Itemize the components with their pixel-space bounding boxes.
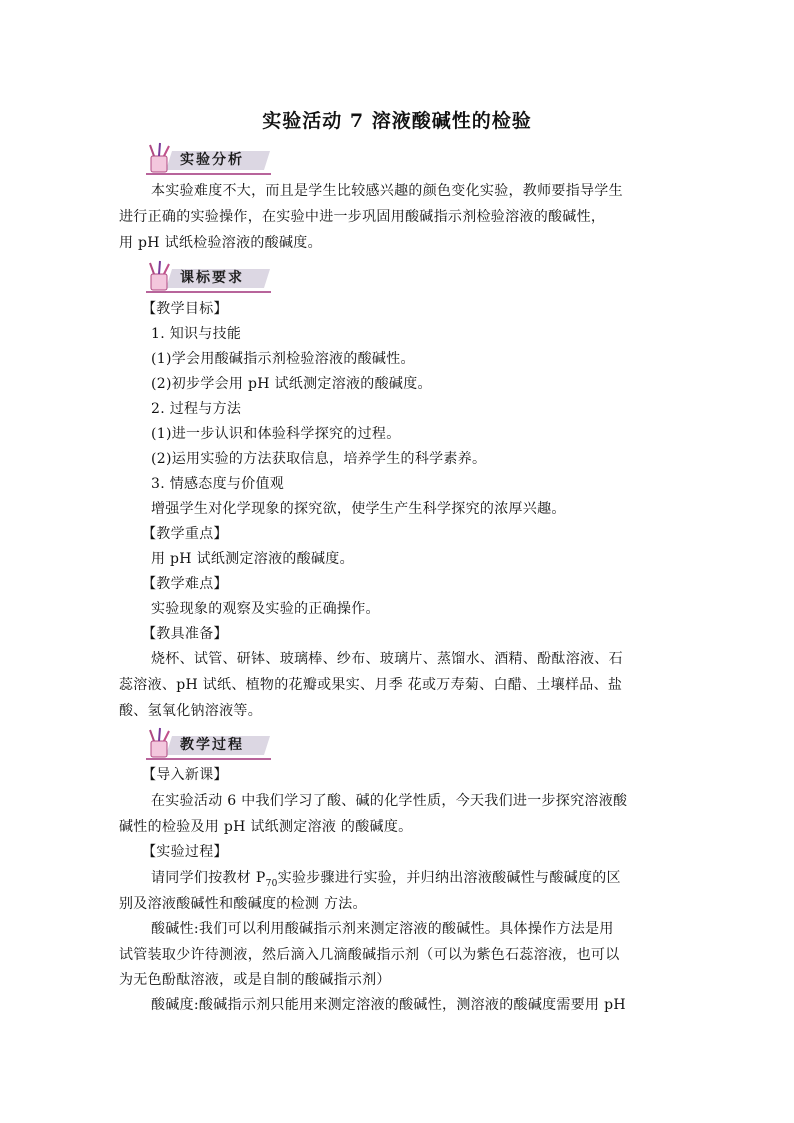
goal-subtitle: 1. 知识与技能 (151, 326, 242, 342)
goal-item: (1)学会用酸碱指示剂检验溶液的酸碱性。 (151, 351, 415, 367)
procedure-line: 试管装取少许待测液，然后滴入几滴酸碱指示剂（可以为紫色石蕊溶液，也可以 (119, 947, 620, 963)
materials-line: 酸、氢氧化钠溶液等。 (119, 703, 262, 719)
goal-item: 增强学生对化学现象的探究欲，使学生产生科学探究的浓厚兴趣。 (151, 501, 566, 517)
procedure-line: 酸碱度:酸碱指示剂只能用来测定溶液的酸碱性，测溶液的酸碱度需要用 pH (151, 997, 626, 1013)
section-badge-analysis (146, 142, 271, 178)
page-subscript: 70 (265, 878, 278, 889)
procedure-text: 请同学们按教材 P (151, 870, 266, 886)
materials-line: 烧杯、试管、研钵、玻璃棒、纱布、玻璃片、蒸馏水、酒精、酚酞溶液、石 (151, 651, 623, 667)
goal-item: (2)初步学会用 pH 试纸测定溶液的酸碱度。 (151, 376, 432, 392)
procedure-line (151, 868, 621, 894)
intro-heading: 【导入新课】 (142, 767, 228, 783)
procedure-line: 别及溶液酸碱性和酸碱度的检测 方法。 (119, 896, 367, 912)
paragraph-line: 用 pH 试纸检验溶液的酸碱度。 (119, 235, 322, 251)
paragraph-line: 进行正确的实验操作，在实验中进一步巩固用酸碱指示剂检验溶液的酸碱性， (119, 209, 606, 225)
goal-item: (2)运用实验的方法获取信息，培养学生的科学素养。 (151, 451, 487, 467)
section-label: 课标要求 (180, 270, 244, 286)
section-label: 实验分析 (180, 152, 244, 168)
procedure-line: 为无色酚酞溶液，或是自制的酸碱指示剂） (119, 972, 391, 988)
materials-line: 蕊溶液、pH 试纸、植物的花瓣或果实、月季 花或万寿菊、白醋、土壤样品、盐 (119, 677, 623, 693)
difficulty-heading: 【教学难点】 (142, 576, 228, 592)
key-text: 用 pH 试纸测定溶液的酸碱度。 (151, 551, 354, 567)
section-label: 教学过程 (180, 737, 244, 753)
procedure-text: 实验步骤进行实验，并归纳出溶液酸碱性与酸碱度的区 (277, 870, 621, 886)
key-heading: 【教学重点】 (142, 526, 228, 542)
intro-line: 碱性的检验及用 pH 试纸测定溶液 的酸碱度。 (119, 819, 413, 835)
difficulty-text: 实验现象的观察及实验的正确操作。 (151, 601, 380, 617)
paragraph-line: 本实验难度不大，而且是学生比较感兴趣的颜色变化实验，教师要指导学生 (151, 183, 623, 199)
section-badge-process (146, 727, 271, 763)
intro-line: 在实验活动 6 中我们学习了酸、碱的化学性质，今天我们进一步探究溶液酸 (151, 793, 628, 809)
goal-subtitle: 3. 情感态度与价值观 (151, 476, 285, 492)
goal-subtitle: 2. 过程与方法 (151, 401, 242, 417)
page-title: 实验活动 7 溶液酸碱性的检验 (262, 110, 532, 132)
section-badge-standard (146, 260, 271, 296)
goal-item: (1)进一步认识和体验科学探究的过程。 (151, 426, 401, 442)
materials-heading: 【教具准备】 (142, 626, 228, 642)
goals-heading: 【教学目标】 (142, 301, 228, 317)
procedure-heading: 【实验过程】 (142, 844, 228, 860)
procedure-line: 酸碱性:我们可以利用酸碱指示剂来测定溶液的酸碱性。具体操作方法是用 (151, 921, 614, 937)
